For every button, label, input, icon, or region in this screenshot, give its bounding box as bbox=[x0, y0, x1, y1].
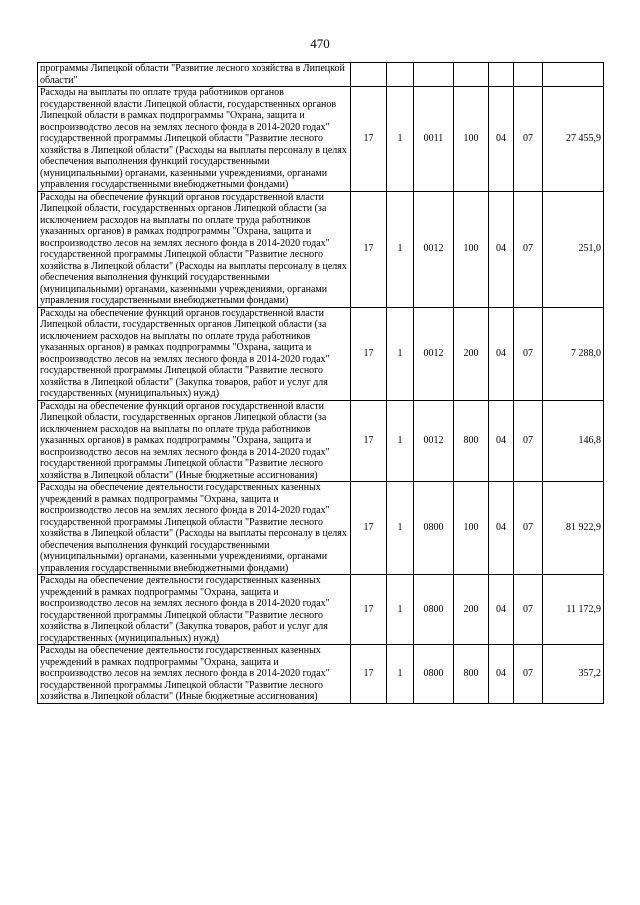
target-article-code-cell: 0012 bbox=[414, 400, 454, 482]
section-code-cell: 04 bbox=[489, 191, 514, 307]
budget-table-body bbox=[38, 63, 604, 704]
amount-cell bbox=[543, 63, 604, 87]
program-code-cell: 1 bbox=[387, 191, 414, 307]
section-code-cell bbox=[489, 63, 514, 87]
target-article-code-cell: 0800 bbox=[414, 645, 454, 704]
amount-cell: 81 922,9 bbox=[543, 482, 604, 575]
target-article-code-cell: 0011 bbox=[414, 87, 454, 192]
admin-code-cell: 17 bbox=[351, 575, 387, 645]
subsection-code-cell: 07 bbox=[514, 482, 543, 575]
admin-code-cell: 17 bbox=[351, 87, 387, 192]
program-code-cell: 1 bbox=[387, 482, 414, 575]
section-code-cell: 04 bbox=[489, 307, 514, 400]
subsection-code-cell: 07 bbox=[514, 645, 543, 704]
target-article-code-cell: 0800 bbox=[414, 482, 454, 575]
expense-description-cell: Расходы на обеспечение деятельности государственных казенных учреждений в рамках подпрограммы "Охрана, защита и воспроизводство лесов на землях лесного фонда в 2014-2020 годах" государственной программы Липецкой области "Развитие лесного хозяйства в Липецкой области" (Иные бюджетные ассигнования) bbox=[38, 645, 351, 704]
expense-type-code-cell: 100 bbox=[454, 87, 489, 192]
program-code-cell: 1 bbox=[387, 307, 414, 400]
admin-code-cell: 17 bbox=[351, 482, 387, 575]
target-article-code-cell bbox=[414, 63, 454, 87]
subsection-code-cell: 07 bbox=[514, 400, 543, 482]
admin-code-cell: 17 bbox=[351, 645, 387, 704]
expense-type-code-cell: 200 bbox=[454, 307, 489, 400]
amount-cell: 7 288,0 bbox=[543, 307, 604, 400]
expense-description-cell: Расходы на обеспечение функций органов государственной власти Липецкой области, государственных органов Липецкой области (за исключением расходов на выплаты по оплате труда работников указанных органов) в рамках подпрограммы "Охрана, защита и воспроизводство лесов на землях лесного фонда в 2014-2020 годах" государственной программы Липецкой области "Развитие лесного хозяйства в Липецкой области" (Расходы на выплаты персоналу в целях обеспечения выполнения функций государственными (муниципальными) органами, казенными учреждениями, органами управления государственными внебюджетными фондами) bbox=[38, 191, 351, 307]
subsection-code-cell: 07 bbox=[514, 191, 543, 307]
subsection-code-cell bbox=[514, 63, 543, 87]
target-article-code-cell: 0800 bbox=[414, 575, 454, 645]
table-row bbox=[38, 191, 604, 307]
amount-cell: 357,2 bbox=[543, 645, 604, 704]
table-row bbox=[38, 482, 604, 575]
subsection-code-cell: 07 bbox=[514, 307, 543, 400]
expense-description-cell: Расходы на обеспечение деятельности государственных казенных учреждений в рамках подпрограммы "Охрана, защита и воспроизводство лесов на землях лесного фонда в 2014-2020 годах" государственной программы Липецкой области "Развитие лесного хозяйства в Липецкой области" (Закупка товаров, работ и услуг для государственных (муниципальных) нужд) bbox=[38, 575, 351, 645]
expense-type-code-cell: 800 bbox=[454, 645, 489, 704]
amount-cell: 146,8 bbox=[543, 400, 604, 482]
target-article-code-cell: 0012 bbox=[414, 191, 454, 307]
expense-description-cell: Расходы на обеспечение функций органов государственной власти Липецкой области, государственных органов Липецкой области (за исключением расходов на выплаты по оплате труда работников указанных органов) в рамках подпрограммы "Охрана, защита и воспроизводство лесов на землях лесного фонда в 2014-2020 годах" государственной программы Липецкой области "Развитие лесного хозяйства в Липецкой области" (Закупка товаров, работ и услуг для государственных (муниципальных) нужд) bbox=[38, 307, 351, 400]
program-code-cell: 1 bbox=[387, 575, 414, 645]
expense-description-cell: Расходы на обеспечение функций органов государственной власти Липецкой области, государственных органов Липецкой области (за исключением расходов на выплаты по оплате труда работников указанных органов) в рамках подпрограммы "Охрана, защита и воспроизводство лесов на землях лесного фонда в 2014-2020 годах" государственной программы Липецкой области "Развитие лесного хозяйства в Липецкой области" (Иные бюджетные ассигнования) bbox=[38, 400, 351, 482]
budget-table bbox=[37, 62, 604, 704]
expense-description-cell: Расходы на обеспечение деятельности государственных казенных учреждений в рамках подпрограммы "Охрана, защита и воспроизводство лесов на землях лесного фонда в 2014-2020 годах" государственной программы Липецкой области "Развитие лесного хозяйства в Липецкой области" (Расходы на выплаты персоналу в целях обеспечения выполнения функций государственными (муниципальными) органами, казенными учреждениями, органами управления государственными внебюджетными фондами) bbox=[38, 482, 351, 575]
expense-type-code-cell bbox=[454, 63, 489, 87]
expense-type-code-cell: 200 bbox=[454, 575, 489, 645]
amount-cell: 27 455,9 bbox=[543, 87, 604, 192]
expense-description-cell: Расходы на выплаты по оплате труда работников органов государственной власти Липецкой области, государственных органов Липецкой области в рамках подпрограммы "Охрана, защита и воспроизводство лесов на землях лесного фонда в 2014-2020 годах" государственной программы Липецкой области "Развитие лесного хозяйства в Липецкой области" (Расходы на выплаты персоналу в целях обеспечения выполнения функций государственными (муниципальными) органами, казенными учреждениями, органами управления государственными внебюджетными фондами) bbox=[38, 87, 351, 192]
expense-description-cell: программы Липецкой области "Развитие лесного хозяйства в Липецкой области" bbox=[38, 63, 351, 87]
section-code-cell: 04 bbox=[489, 645, 514, 704]
program-code-cell: 1 bbox=[387, 400, 414, 482]
subsection-code-cell: 07 bbox=[514, 87, 543, 192]
expense-type-code-cell: 100 bbox=[454, 482, 489, 575]
subsection-code-cell: 07 bbox=[514, 575, 543, 645]
expense-type-code-cell: 800 bbox=[454, 400, 489, 482]
expense-type-code-cell: 100 bbox=[454, 191, 489, 307]
section-code-cell: 04 bbox=[489, 575, 514, 645]
admin-code-cell: 17 bbox=[351, 400, 387, 482]
table-row bbox=[38, 645, 604, 704]
table-row bbox=[38, 87, 604, 192]
page-number: 470 bbox=[310, 36, 330, 51]
admin-code-cell: 17 bbox=[351, 191, 387, 307]
table-row bbox=[38, 400, 604, 482]
admin-code-cell: 17 bbox=[351, 307, 387, 400]
table-row bbox=[38, 307, 604, 400]
admin-code-cell bbox=[351, 63, 387, 87]
target-article-code-cell: 0012 bbox=[414, 307, 454, 400]
amount-cell: 251,0 bbox=[543, 191, 604, 307]
amount-cell: 11 172,9 bbox=[543, 575, 604, 645]
program-code-cell bbox=[387, 63, 414, 87]
program-code-cell: 1 bbox=[387, 645, 414, 704]
table-row bbox=[38, 575, 604, 645]
section-code-cell: 04 bbox=[489, 482, 514, 575]
section-code-cell: 04 bbox=[489, 87, 514, 192]
program-code-cell: 1 bbox=[387, 87, 414, 192]
table-row bbox=[38, 63, 604, 87]
section-code-cell: 04 bbox=[489, 400, 514, 482]
